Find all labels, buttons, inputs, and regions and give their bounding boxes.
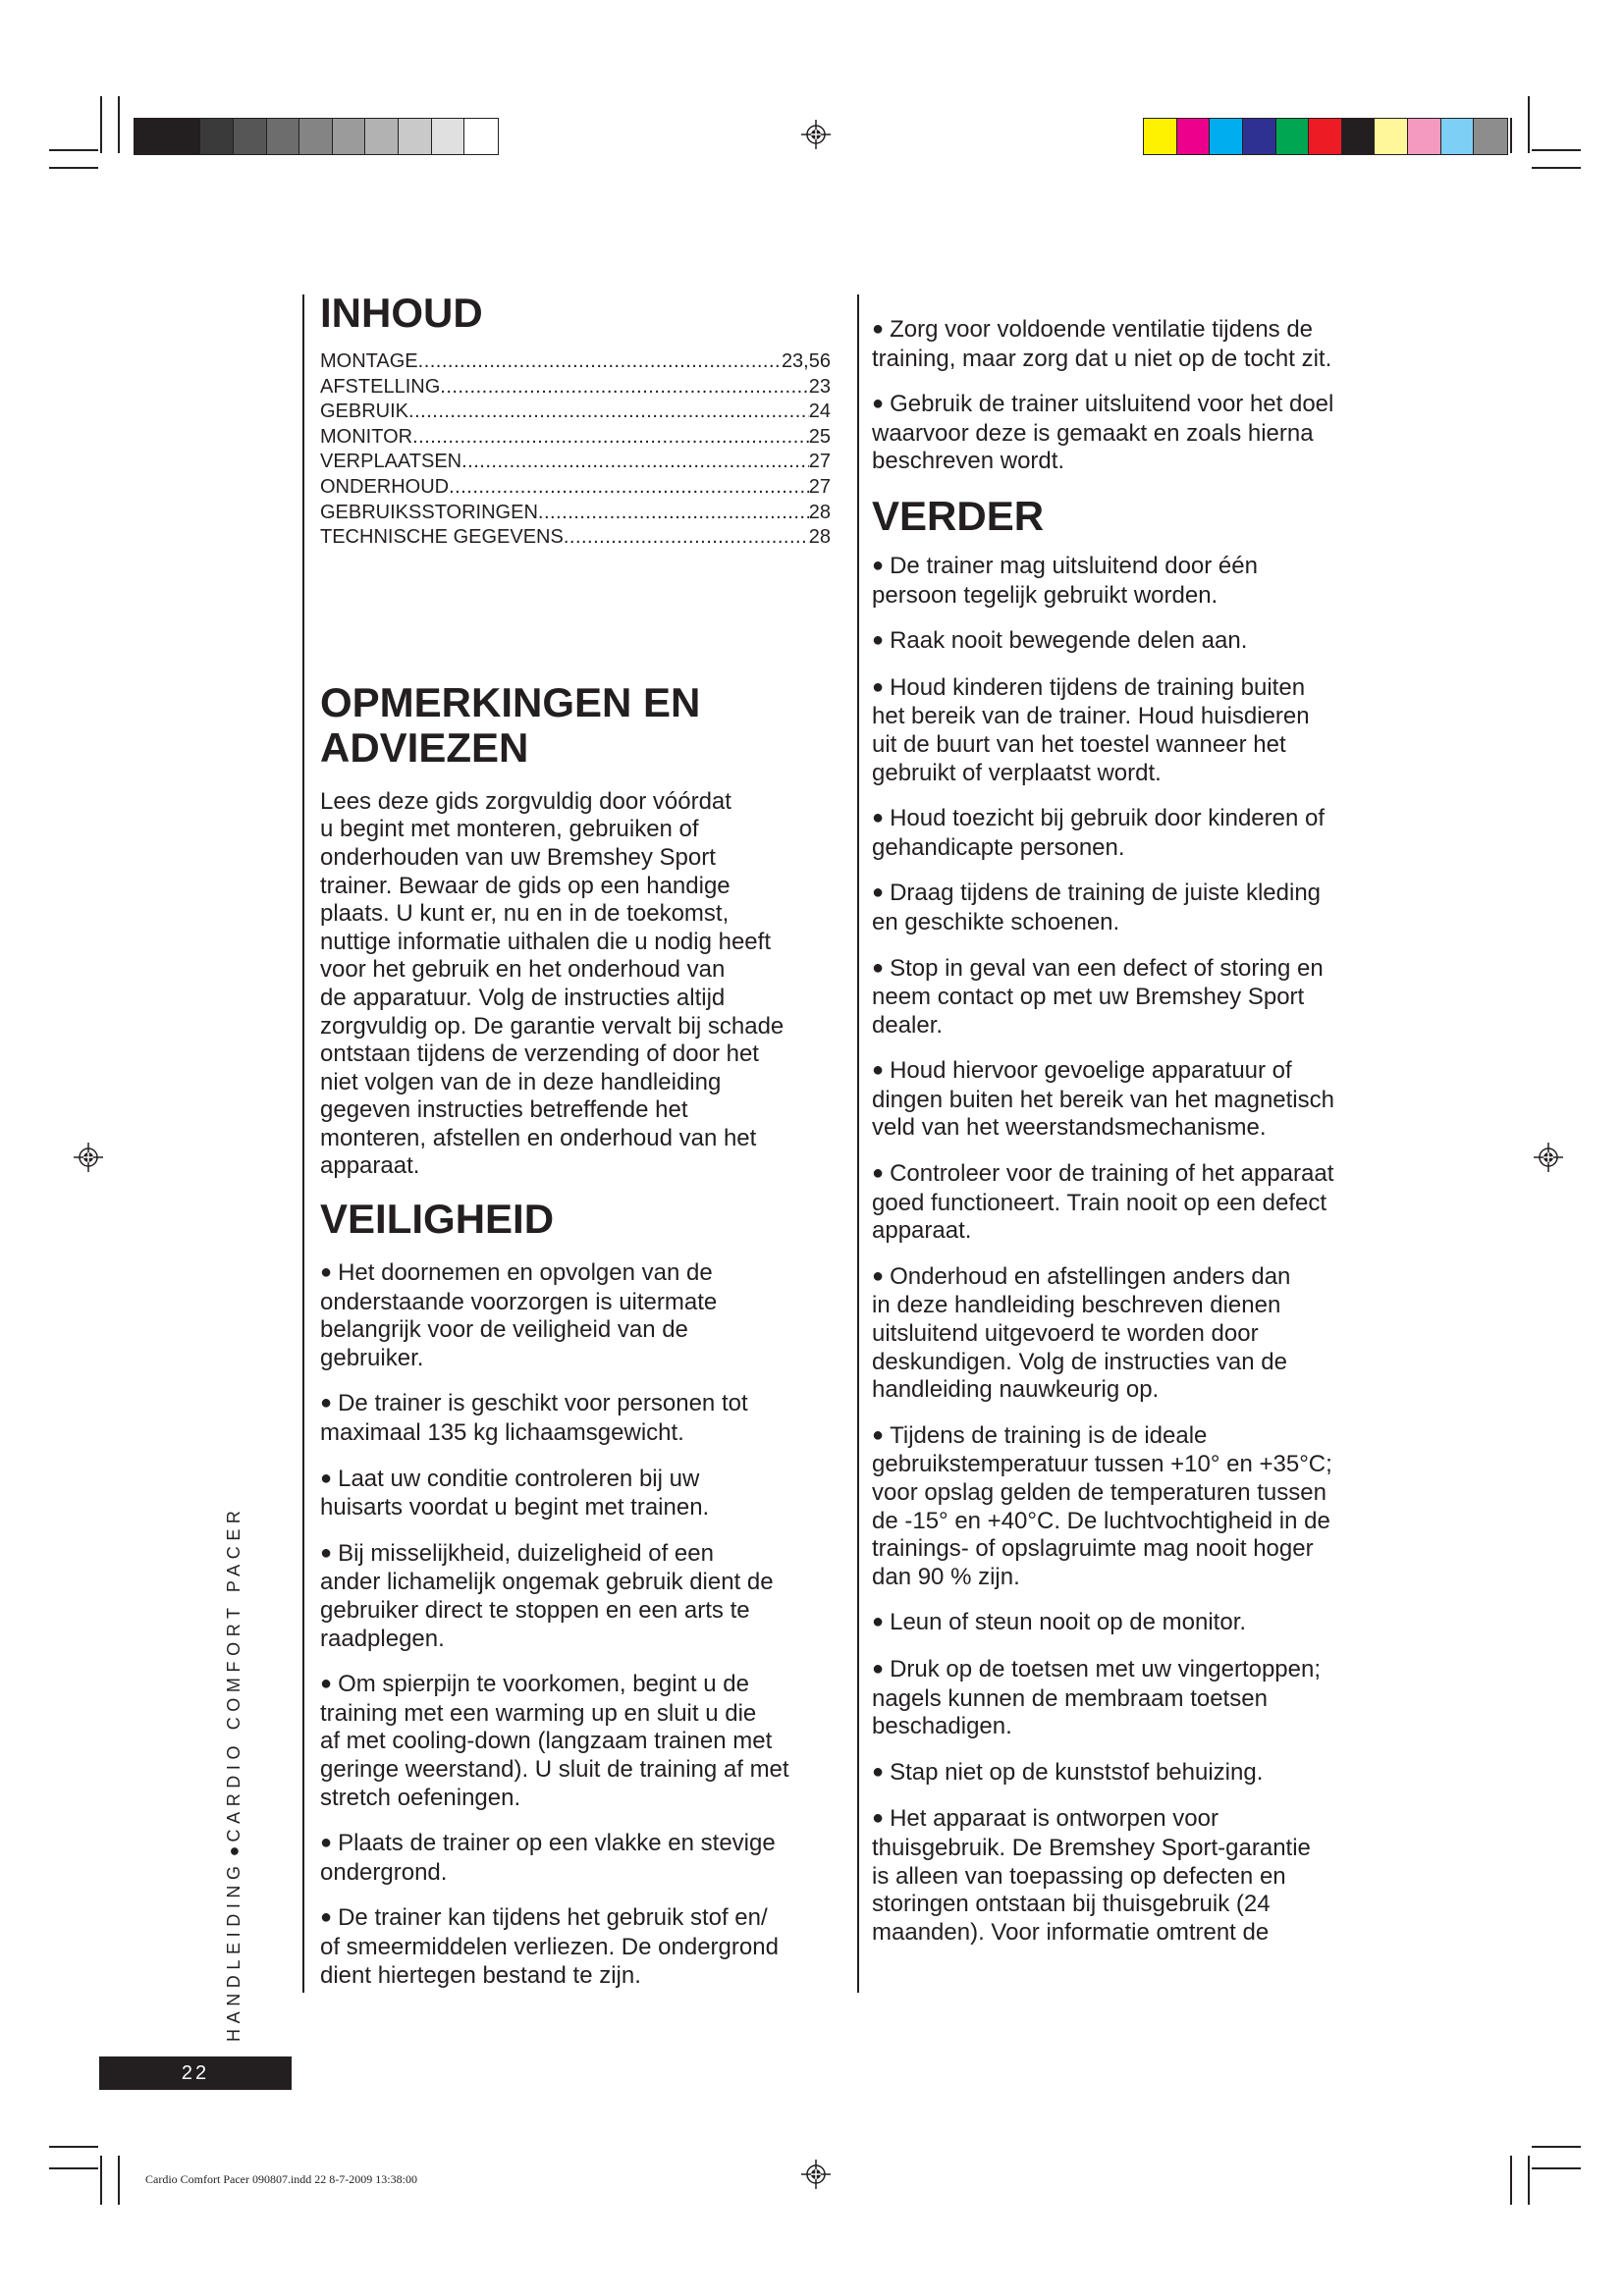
bullet-line: Onderhoud en afstellingen anders dan xyxy=(890,1262,1291,1290)
toc-row xyxy=(320,349,831,375)
column-divider xyxy=(857,294,859,1993)
toc-page-number: 28 xyxy=(808,526,831,549)
bullet-line: uitsluitend uitgevoerd te worden door xyxy=(872,1320,1259,1348)
paragraph-line: apparaat. xyxy=(320,1152,420,1180)
color-swatch xyxy=(464,119,498,154)
page-number: 22 xyxy=(181,2061,210,2084)
bullet-line: gebruiker. xyxy=(320,1344,424,1371)
toc-label: AFSTELLING xyxy=(320,375,441,398)
sidebar-text-product: CARDIO COMFORT PACER xyxy=(224,1505,244,1842)
bullet-dot-icon: ● xyxy=(872,881,885,904)
bullet-item xyxy=(872,1805,1392,1947)
bullet-dot-icon: ● xyxy=(320,1392,333,1415)
paragraph-line: voor het gebruik en het onderhoud van xyxy=(320,956,726,984)
toc-row xyxy=(320,450,831,475)
paragraph-line: nuttige informatie uithalen die u nodig heeft xyxy=(320,928,771,955)
toc-page-number: 24 xyxy=(808,400,831,423)
crop-mark xyxy=(1532,167,1581,169)
color-swatch xyxy=(1375,119,1408,154)
paragraph-line: trainer. Bewaar de gids op een handige xyxy=(320,872,731,899)
bullet-line: Houd toezicht bij gebruik door kinderen of xyxy=(890,805,1326,832)
bullet-line: Om spierpijn te voorkomen, begint u de xyxy=(338,1671,749,1698)
toc-leader-dots xyxy=(408,400,809,425)
color-swatch xyxy=(333,119,366,154)
bullet-line: in deze handleiding beschreven dienen xyxy=(872,1292,1281,1319)
bullet-line: Gebruik de trainer uitsluitend voor het doel xyxy=(890,391,1334,418)
opmerkingen-heading-line2: ADVIEZEN xyxy=(320,723,529,771)
bullet-dot-icon: ● xyxy=(872,675,885,698)
bullet-line: trainings- of opslagruimte mag nooit hoger xyxy=(872,1535,1314,1563)
color-swatch xyxy=(1441,119,1475,154)
bullet-line: Stop in geval van een defect of storing en xyxy=(890,954,1324,982)
bullet-item xyxy=(320,1259,840,1372)
bullet-item xyxy=(872,1609,1392,1638)
color-swatch xyxy=(299,119,333,154)
color-swatch xyxy=(200,119,234,154)
bullet-dot-icon: ● xyxy=(872,1760,885,1783)
bullet-line: Het doornemen en opvolgen van de xyxy=(338,1259,713,1287)
crop-mark xyxy=(1510,118,1512,153)
color-swatch xyxy=(1210,119,1243,154)
bullet-line: voor opslag gelden de temperaturen tussen xyxy=(872,1479,1326,1506)
bullet-line: Bij misselijkheid, duizeligheid of een xyxy=(338,1539,714,1567)
bullet-dot-icon: ● xyxy=(872,1611,885,1633)
bullet-line: is alleen van toepassing op defecten en xyxy=(872,1862,1286,1890)
bullet-line: gebruikt of verplaatst wordt. xyxy=(872,759,1162,786)
bullet-line: af met cooling-down (langzaam trainen met xyxy=(320,1728,773,1755)
bullet-line: thuisgebruik. De Bremshey Sport-garantie xyxy=(872,1834,1311,1861)
color-swatch xyxy=(1474,119,1507,154)
paragraph-line: monteren, afstellen en onderhoud van het xyxy=(320,1124,757,1151)
bullet-line: nagels kunnen de membraam toetsen xyxy=(872,1684,1268,1712)
crop-mark xyxy=(49,2146,98,2148)
bullet-dot-icon: ● xyxy=(320,1673,333,1695)
bullet-line: huisarts voordat u begint met trainen. xyxy=(320,1494,710,1522)
bullet-item xyxy=(872,880,1392,936)
bullet-line: Druk op de toetsen met uw vingertoppen; xyxy=(890,1655,1322,1682)
bullet-line: De trainer is geschikt voor personen tot xyxy=(338,1390,748,1417)
bullet-line: Controleer voor de training of het apparaat xyxy=(890,1160,1334,1188)
bullet-item xyxy=(872,1656,1392,1741)
bullet-line: neem contact op met uw Bremshey Sport xyxy=(872,984,1305,1011)
bullet-item xyxy=(872,674,1392,787)
bullet-line: het bereik van de trainer. Houd huisdieren xyxy=(872,703,1310,730)
toc-page-number: 27 xyxy=(808,475,831,498)
toc-leader-dots xyxy=(538,501,809,526)
grayscale-color-bar xyxy=(134,118,499,155)
bullet-item xyxy=(320,1904,840,1990)
bullet-dot-icon: ● xyxy=(320,1261,333,1284)
registration-mark-icon xyxy=(1534,1143,1563,1172)
bullet-line: Houd kinderen tijdens de training buiten xyxy=(890,673,1306,701)
opmerkingen-heading-line1: OPMERKINGEN EN xyxy=(320,678,701,725)
bullet-dot-icon: ● xyxy=(872,1162,885,1185)
bullet-dot-icon: ● xyxy=(872,1423,885,1446)
sidebar-text-handleiding: HANDLEIDING xyxy=(224,1860,244,2042)
bullet-line: handleiding nauwkeurig op. xyxy=(872,1376,1160,1404)
crop-mark xyxy=(1532,2146,1581,2148)
crop-mark xyxy=(1510,2156,1512,2205)
toc-label: TECHNISCHE GEGEVENS xyxy=(320,526,564,549)
top-bullet-list xyxy=(872,316,1392,476)
toc-page-number: 25 xyxy=(808,425,831,448)
paragraph-line: de apparatuur. Volg de instructies altijd xyxy=(320,984,726,1011)
crop-mark xyxy=(100,2156,102,2205)
bullet-line: De trainer mag uitsluitend door één xyxy=(890,552,1258,579)
toc-label: GEBRUIKSSTORINGEN xyxy=(320,501,538,523)
registration-mark-icon xyxy=(801,120,831,149)
bullet-line: stretch oefeningen. xyxy=(320,1784,521,1811)
toc-row xyxy=(320,400,831,425)
bullet-line: Leun of steun nooit op de monitor. xyxy=(890,1609,1247,1636)
bullet-line: beschreven wordt. xyxy=(872,448,1065,475)
bullet-dot-icon: ● xyxy=(320,1832,333,1854)
crop-mark xyxy=(1528,2156,1530,2205)
bullet-line: onderstaande voorzorgen is uitermate xyxy=(320,1288,718,1315)
crop-mark xyxy=(118,96,120,153)
registration-mark-icon xyxy=(74,1143,103,1172)
toc-label: MONITOR xyxy=(320,425,413,448)
toc-leader-dots xyxy=(440,375,808,400)
bullet-item xyxy=(872,316,1392,373)
bullet-line: Plaats de trainer op een vlakke en stevige xyxy=(338,1830,776,1857)
bullet-item xyxy=(872,1422,1392,1592)
bullet-item xyxy=(320,1671,840,1812)
bullet-line: goed functioneert. Train nooit op een defect xyxy=(872,1189,1326,1216)
paragraph-line: Lees deze gids zorgvuldig door vóórdat xyxy=(320,787,731,815)
bullet-line: beschadigen. xyxy=(872,1713,1012,1740)
file-slug: Cardio Comfort Pacer 090807.indd 22 8-7-2009 13:38:00 xyxy=(145,2172,417,2186)
bullet-line: De trainer kan tijdens het gebruik stof en/ xyxy=(338,1904,768,1932)
bullet-line: Draag tijdens de training de juiste kleding xyxy=(890,880,1322,907)
toc-leader-dots xyxy=(418,349,782,375)
paragraph-line: niet volgen van de in deze handleiding xyxy=(320,1068,722,1095)
bullet-line: de -15° en +40°C. De luchtvochtigheid in de xyxy=(872,1507,1330,1534)
bullet-item xyxy=(872,955,1392,1041)
opmerkingen-paragraph xyxy=(320,788,840,1181)
veiligheid-bullet-list xyxy=(320,1259,840,1990)
paragraph-line: ontstaan tijdens de verzending of door het xyxy=(320,1041,759,1068)
paragraph-line: onderhouden van uw Bremshey Sport xyxy=(320,843,716,871)
bullet-line: Stap niet op de kunststof behuizing. xyxy=(890,1758,1264,1786)
toc-leader-dots xyxy=(449,475,809,501)
toc-label: MONTAGE xyxy=(320,350,418,372)
bullet-line: belangrijk voor de veiligheid van de xyxy=(320,1316,688,1344)
page-number-box xyxy=(99,2056,292,2090)
bullet-item xyxy=(872,1057,1392,1143)
crop-mark xyxy=(118,2156,120,2205)
color-swatch xyxy=(234,119,267,154)
toc-row xyxy=(320,501,831,526)
inhoud-heading: INHOUD xyxy=(320,290,483,336)
paragraph-line: zorgvuldig op. De garantie vervalt bij schade xyxy=(320,1012,785,1040)
bullet-line: storingen ontstaan bij thuisgebruik (24 xyxy=(872,1891,1271,1918)
color-swatch xyxy=(1177,119,1211,154)
crop-mark xyxy=(49,2167,98,2169)
toc-row xyxy=(320,375,831,400)
bullet-line: waarvoor deze is gemaakt en zoals hierna xyxy=(872,419,1314,447)
bullet-dot-icon: ● xyxy=(872,1264,885,1287)
bullet-line: gebruikstemperatuur tussen +10° en +35°C; xyxy=(872,1451,1332,1478)
bullet-line: training, maar zorg dat u niet op de tocht zit. xyxy=(872,345,1332,372)
toc-label: ONDERHOUD xyxy=(320,475,450,498)
crop-mark xyxy=(49,149,98,151)
registration-mark-icon xyxy=(801,2160,831,2189)
crop-mark xyxy=(1532,149,1581,151)
column-divider xyxy=(302,294,304,1993)
bullet-line: Tijdens de training is de ideale xyxy=(890,1421,1208,1449)
bullet-dot-icon: ● xyxy=(872,956,885,979)
process-color-bar xyxy=(1143,118,1508,155)
bullet-line: veld van het weerstandsmechanisme. xyxy=(872,1114,1267,1142)
toc-leader-dots xyxy=(564,525,809,551)
bullet-line: dealer. xyxy=(872,1011,944,1039)
bullet-item xyxy=(872,805,1392,862)
crop-mark xyxy=(49,167,98,169)
color-swatch xyxy=(432,119,465,154)
paragraph-line: gegeven instructies betreffende het xyxy=(320,1096,688,1124)
right-column xyxy=(872,316,1392,1964)
bullet-dot-icon: ● xyxy=(872,554,885,576)
bullet-line: dient hiertegen bestand te zijn. xyxy=(320,1961,641,1989)
toc-page-number: 23,56 xyxy=(781,350,831,372)
bullet-line: gebruiker direct te stoppen en een arts te xyxy=(320,1597,750,1624)
bullet-dot-icon: ● xyxy=(320,1467,333,1489)
bullet-line: ondergrond. xyxy=(320,1858,448,1886)
color-swatch xyxy=(168,119,201,154)
bullet-line: of smeermiddelen verliezen. De ondergrond xyxy=(320,1933,779,1960)
bullet-line: Het apparaat is ontworpen voor xyxy=(890,1805,1218,1833)
bullet-line: Laat uw conditie controleren bij uw xyxy=(338,1465,700,1492)
color-swatch xyxy=(135,119,168,154)
bullet-item xyxy=(872,1759,1392,1789)
bullet-item xyxy=(872,627,1392,657)
bullet-item xyxy=(320,1466,840,1522)
bullet-dot-icon: ● xyxy=(320,1906,333,1929)
bullet-item xyxy=(872,1160,1392,1246)
color-swatch xyxy=(1309,119,1342,154)
toc-page-number: 28 xyxy=(808,501,831,523)
bullet-line: Zorg voor voldoende ventilatie tijdens de xyxy=(890,316,1314,343)
bullet-line: geringe weerstand). U sluit de training af met xyxy=(320,1755,789,1783)
bullet-line: maximaal 135 kg lichaamsgewicht. xyxy=(320,1419,684,1447)
toc-label: VERPLAATSEN xyxy=(320,451,462,473)
verder-heading: VERDER xyxy=(872,492,1045,539)
bullet-line: gehandicapte personen. xyxy=(872,833,1125,861)
bullet-line: apparaat. xyxy=(872,1217,972,1245)
bullet-item xyxy=(320,1830,840,1887)
bullet-dot-icon: ● xyxy=(872,807,885,829)
color-swatch xyxy=(1144,119,1177,154)
crop-mark xyxy=(1528,96,1530,153)
bullet-line: maanden). Voor informatie omtrent de xyxy=(872,1918,1270,1946)
toc-row xyxy=(320,425,831,451)
color-swatch xyxy=(1276,119,1310,154)
bullet-line: ander lichamelijk ongemak gebruik dient de xyxy=(320,1569,774,1596)
color-swatch xyxy=(1243,119,1276,154)
bullet-dot-icon: ● xyxy=(872,318,885,340)
bullet-item xyxy=(320,1390,840,1447)
color-swatch xyxy=(267,119,300,154)
toc-page-number: 23 xyxy=(808,375,831,398)
bullet-line: raadplegen. xyxy=(320,1625,445,1652)
paragraph-line: plaats. U kunt er, nu en in de toekomst, xyxy=(320,900,730,928)
bullet-dot-icon: ● xyxy=(872,1657,885,1680)
color-swatch xyxy=(399,119,432,154)
color-swatch xyxy=(365,119,399,154)
bullet-dot-icon: ● xyxy=(224,1845,244,1857)
color-swatch xyxy=(1408,119,1441,154)
table-of-contents xyxy=(320,349,840,551)
verder-bullet-list xyxy=(872,553,1392,1947)
crop-mark xyxy=(1532,2167,1581,2169)
color-swatch xyxy=(1342,119,1376,154)
left-column xyxy=(320,291,840,2007)
bullet-dot-icon: ● xyxy=(872,629,885,652)
bullet-item xyxy=(872,553,1392,610)
bullet-line: Houd hiervoor gevoelige apparatuur of xyxy=(890,1057,1292,1085)
opmerkingen-heading xyxy=(320,680,840,771)
bullet-dot-icon: ● xyxy=(872,1807,885,1830)
bullet-item xyxy=(872,1263,1392,1405)
bullet-line: persoon tegelijk gebruikt worden. xyxy=(872,581,1218,609)
bullet-line: en geschikte schoenen. xyxy=(872,908,1120,935)
bullet-dot-icon: ● xyxy=(320,1541,333,1564)
toc-leader-dots xyxy=(461,450,809,475)
crop-mark xyxy=(100,96,102,153)
veiligheid-heading: VEILIGHEID xyxy=(320,1196,555,1243)
toc-row xyxy=(320,525,831,551)
bullet-line: training met een warming up en sluit u die xyxy=(320,1699,757,1727)
toc-row xyxy=(320,475,831,501)
bullet-dot-icon: ● xyxy=(872,393,885,415)
toc-label: GEBRUIK xyxy=(320,400,409,423)
bullet-line: dan 90 % zijn. xyxy=(872,1563,1020,1590)
toc-page-number: 27 xyxy=(808,451,831,473)
paragraph-line: u begint met monteren, gebruiken of xyxy=(320,816,699,843)
bullet-line: uit de buurt van het toestel wanneer het xyxy=(872,730,1286,758)
bullet-item xyxy=(320,1540,840,1653)
bullet-line: dingen buiten het bereik van het magnetisch xyxy=(872,1086,1334,1113)
bullet-dot-icon: ● xyxy=(872,1059,885,1082)
bullet-item xyxy=(872,391,1392,476)
toc-leader-dots xyxy=(412,425,809,451)
bullet-line: Raak nooit bewegende delen aan. xyxy=(890,627,1248,655)
bullet-line: deskundigen. Volg de instructies van de xyxy=(872,1348,1287,1375)
